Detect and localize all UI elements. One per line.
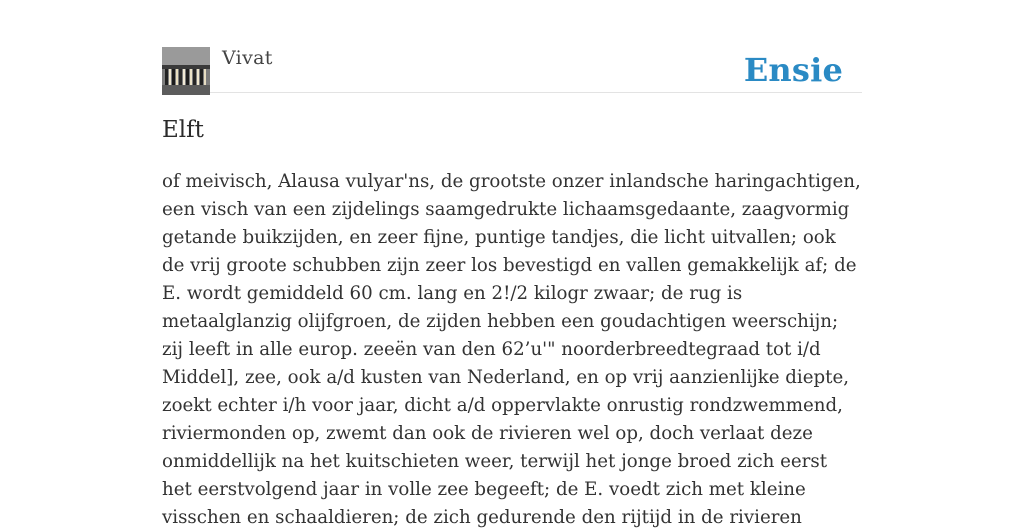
article-title: Elft [162,117,204,143]
publisher-avatar[interactable] [162,47,210,95]
page-header [162,0,862,93]
brand-logo-link[interactable]: Ensie [743,51,843,89]
publisher-name-link[interactable]: Vivat [222,47,273,69]
bookshelf-avatar-icon [162,47,210,95]
article-page [162,0,862,528]
article-body-text: of meivisch, Alausa vulyar'ns, de grootste onzer inlandsche haringachtigen, een visch van een zijdelings saamgedrukte lichaamsgedaante, zaagvormig getande buikzijden, en zeer fijne, puntige tandjes, die licht uitvallen; ook de vrij groote schubben zijn zeer los bevestigd en vallen gemakkelijk af; de E. wordt gemiddeld 60 cm. lang en 2!/2 kilogr zwaar; de rug is metaalglanzig olijfgroen, de zijden hebben een goudachtigen weerschijn; zij leeft in alle europ. zeeën van den 62’u'" noorderbreedtegraad tot i/d Middel], zee, ook a/d kusten van Nederland, en op vrij aanzienlijke diepte, zoekt echter i/h voor jaar, dicht a/d oppervlakte onrustig rondzwemmend, riviermonden op, zwemt dan ook de rivieren wel op, doch verlaat deze onmiddellijk na het kuitschieten weer, terwijl het jonge broed zich eerst het eerstvolgend jaar in volle zee begeeft; de E. voedt zich met kleine visschen en schaaldieren; de zich gedurende den rijtijd in de rivieren [162,171,861,528]
